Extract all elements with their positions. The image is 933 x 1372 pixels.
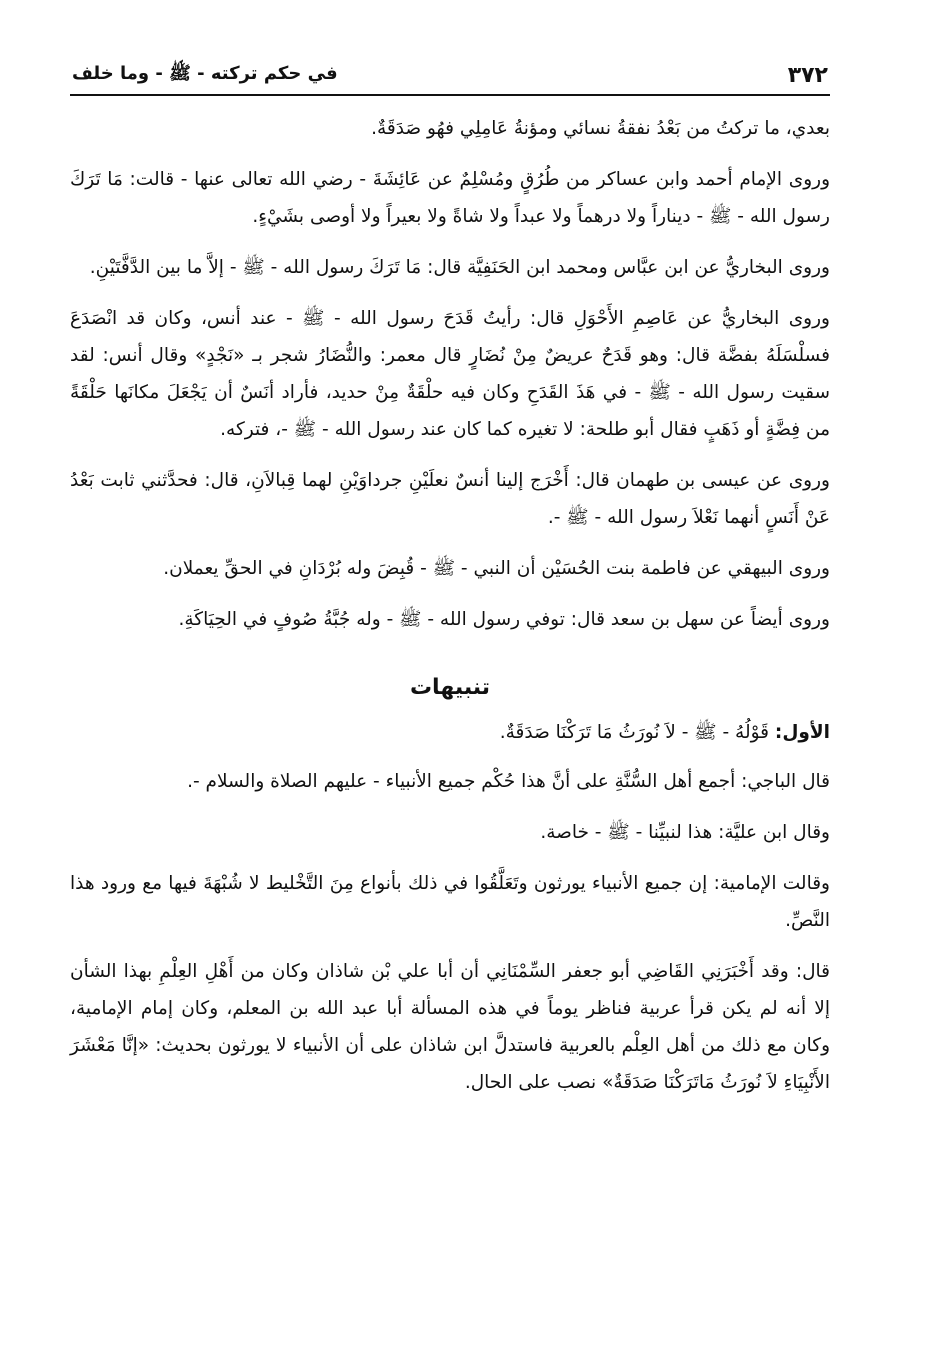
paragraph-sahl-ibn-saad: وروى أيضاً عن سهل بن سعد قال: توفي رسول الله - ﷺ - وله جُبَّةُ صُوفٍ في الحِيَاكَةِ. — [178, 609, 830, 630]
first-note — [70, 714, 830, 751]
paragraph-ibn-ulayya: وقال ابن عليَّة: هذا لنبيِّنا - ﷺ - خاصة. — [540, 822, 830, 843]
paragraph-continuation: بعدي، ما تركتُ من بَعْدُ نفقةُ نسائي ومؤنةُ عَامِلِي فهُو صَدَقَةٌ. — [371, 118, 830, 139]
book-page — [70, 50, 830, 1340]
first-note-label: الأول: — [774, 722, 830, 743]
paragraph-bayhaqi: وروى البيهقي عن فاطمة بنت الحُسَيْن أن النبي - ﷺ - قُبِضَ وله بُرْدَانِ في الحقِّ يعملان. — [163, 558, 830, 579]
running-header-title: في حكم تركته - ﷺ - وما خلف — [72, 63, 338, 84]
page-body — [70, 110, 830, 1101]
paragraph-bukhari-ibn-abbas: وروى البخاريُّ عن ابن عبَّاس ومحمد ابن الحَنَفِيَّة قال: مَا تَرَكَ رسول الله - ﷺ - إلاَّ ما بين الدَّفَّتَيْنِ. — [89, 257, 830, 278]
paragraph-isa-tahman: وروى عن عيسى بن طهمان قال: أَخْرَج إلينا أنسٌ نعلَيْنِ جرداوَيْنِ لهما قِبالاَنِ، قال: فحدَّثني ثابت بَعْدُ عَنْ أَنَسٍ أنهما نَعْلاَ رسول الله - ﷺ -. — [70, 470, 830, 528]
paragraph-imamiyya: وقالت الإمامية: إن جميع الأنبياء يورثون وتَعَلَّقُوا في ذلك بأنواع مِنَ التَّخْليط لا شُبْهَةَ فيها مع ورود هذا النَّصِّ. — [70, 873, 830, 931]
page-number: ٣٧٢ — [787, 63, 828, 88]
first-note-text: قَوْلُهُ - ﷺ - لاَ نُورَثُ مَا تَرَكْنَا صَدَقَةٌ. — [499, 722, 770, 743]
paragraph-bukhari-asim: وروى البخاريُّ عن عَاصِمِ الأَحْوَلِ قال: رأيتُ قَدَحَ رسول الله - ﷺ - عند أنس، وكان قد انْصَدَعَ فسلْسَلَهُ بفضَّة قال: وهو قَدَحٌ عريضٌ مِنْ نُضَارٍ قال معمر: والنُّضَارُ شجر بـ «نَجْدٍ» وقال أنس: لقد سقيت رسول الله - ﷺ - في هَذَ القَدَحِ وكان فيه حلْقَةٌ مِنْ حديد، فأراد أنَسٌ أن يَجْعَلَ مكانَها حَلْقَةً من فِضَّةٍ أو ذَهَبٍ فقال أبو طلحة: لا تغيره كما كان عند رسول الله - ﷺ -، فتركه. — [70, 308, 830, 440]
running-header — [70, 50, 830, 96]
paragraph-ahmad-aisha: وروى الإمام أحمد وابن عساكر من طُرُقٍ ومُسْلِمٌ عن عَائِشَةَ - رضي الله تعالى عنها - قالت: مَا تَرَكَ رسول الله - ﷺ - ديناراً ولا درهماً ولا عبداً ولا شاةً ولا بعيراً ولا أوصى بشَيْءٍ. — [70, 169, 830, 227]
paragraph-simnani: قال: وقد أَخْبَرَنِي القَاضِي أبو جعفر السِّمْنَانِي أن أبا علي بْن شاذان وكان من أَهْلِ العِلْمِ بهذا الشأن إلا أنه لم يكن قرأ عربية فناظر يوماً في هذه المسألة أبا عبد الله بن المعلم، وكان إمام الإمامية، وكان مع ذلك من أهل العِلْم بالعربية فاستدلَّ ابن شاذان على أن الأنبياء لا يورثون بحديث: «إنَّا مَعْشَرَ الأَنْبِيَاءِ لاَ نُورَثُ مَاتَرَكْنَا صَدَقَةٌ» نصب على الحال. — [70, 961, 830, 1093]
section-heading-tanbihat: تنبيهات — [409, 675, 491, 700]
paragraph-baji: قال الباجي: أجمع أهل السُّنَّةِ على أنَّ هذا حُكْم جميع الأنبياء - عليهم الصلاة والسلام -. — [187, 771, 830, 792]
